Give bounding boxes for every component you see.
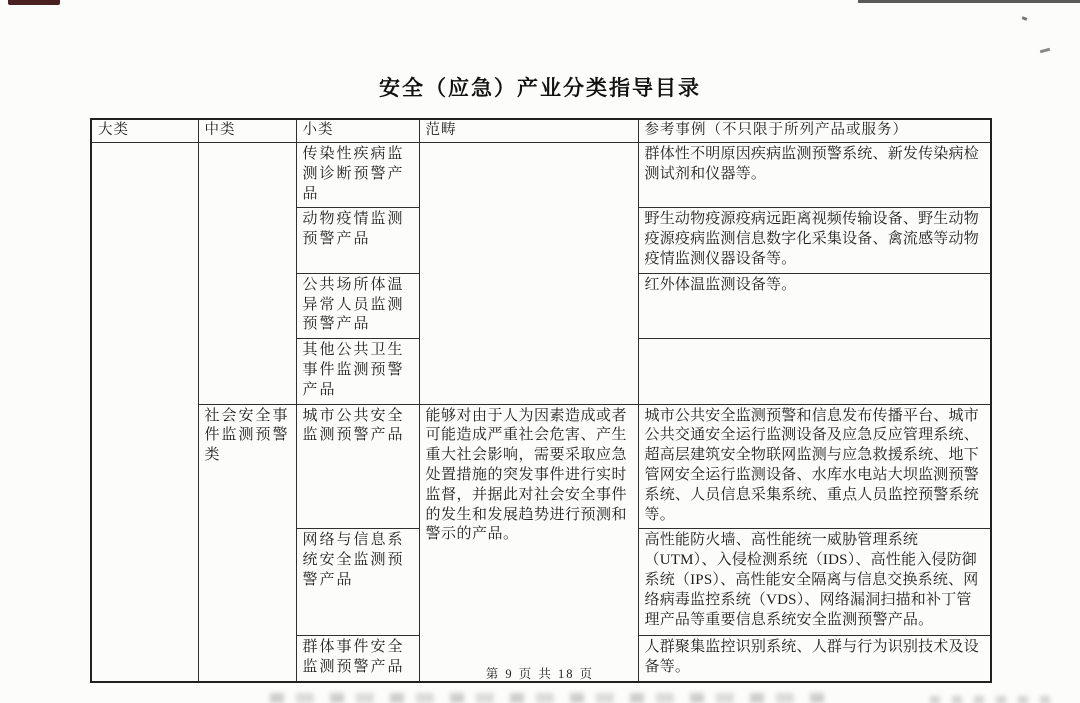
scan-speck (1022, 16, 1028, 21)
examples-cell: 人群聚集监控识别系统、人群与行为识别技术及设备等。 (638, 636, 991, 682)
col-header-major-class: 大类 (91, 119, 198, 143)
page-bleed-through (270, 693, 830, 703)
examples-cell: 红外体温监测设备等。 (638, 273, 991, 338)
middle-class-cell-empty (198, 143, 296, 405)
subclass-cell: 群体事件安全监测预警产品 (296, 636, 419, 682)
scan-artifact-top-right (858, 0, 1080, 3)
scan-artifact-top-left (8, 0, 60, 5)
examples-cell: 城市公共安全监测预警和信息发布传播平台、城市公共交通安全运行监测设备及应急反应管理系统、超高层建筑安全物联网监测与应急救援系统、地下管网安全运行监测设备、水库水电站大坝监测预警系统、人员信息采集系统、重点人员监控预警系统等。 (638, 404, 991, 529)
major-class-cell (91, 143, 198, 682)
subclass-cell: 其他公共卫生事件监测预警产品 (296, 339, 419, 404)
table-header-row (91, 119, 991, 143)
classification-table (90, 118, 992, 683)
scan-speck (1040, 48, 1050, 53)
scope-cell-empty (419, 143, 638, 405)
examples-cell: 野生动物疫源疫病远距离视频传输设备、野生动物疫源疫病监测信息数字化采集设备、禽流感等动物疫情监测仪器设备等。 (638, 208, 991, 273)
col-header-scope: 范畴 (419, 119, 638, 143)
examples-cell (638, 339, 991, 404)
table-row (91, 404, 991, 529)
page-bleed-through (930, 696, 1050, 703)
col-header-sub-class: 小类 (296, 119, 419, 143)
examples-cell: 群体性不明原因疾病监测预警系统、新发传染病检测试剂和仪器等。 (638, 143, 991, 208)
subclass-cell: 公共场所体温异常人员监测预警产品 (296, 273, 419, 338)
subclass-cell: 动物疫情监测预警产品 (296, 208, 419, 273)
subclass-cell: 传染性疾病监测诊断预警产品 (296, 143, 419, 208)
page-title: 安全（应急）产业分类指导目录 (379, 77, 701, 100)
table-row (91, 143, 991, 208)
subclass-cell: 网络与信息系统安全监测预警产品 (296, 529, 419, 636)
scope-cell: 能够对由于人为因素造成或者可能造成严重社会危害、产生重大社会影响，需要采取应急处置措施的突发事件进行实时监督，并据此对社会安全事件的发生和发展趋势进行预测和警示的产品。 (419, 404, 638, 682)
col-header-examples: 参考事例（不只限于所列产品或服务） (638, 119, 991, 143)
subclass-cell: 城市公共安全监测预警产品 (296, 404, 419, 529)
col-header-middle-class: 中类 (198, 119, 296, 143)
page-number: 第 9 页 共 18 页 (485, 667, 595, 681)
examples-cell: 高性能防火墙、高性能统一威胁管理系统（UTM）、入侵检测系统（IDS）、高性能入侵防御系统（IPS）、高性能安全隔离与信息交换系统、网络病毒监控系统（VDS）、网络漏洞扫描和补丁管理产品等重要信息系统安全监测预警产品。 (638, 529, 991, 636)
middle-class-cell: 社会安全事件监测预警类 (198, 404, 296, 682)
